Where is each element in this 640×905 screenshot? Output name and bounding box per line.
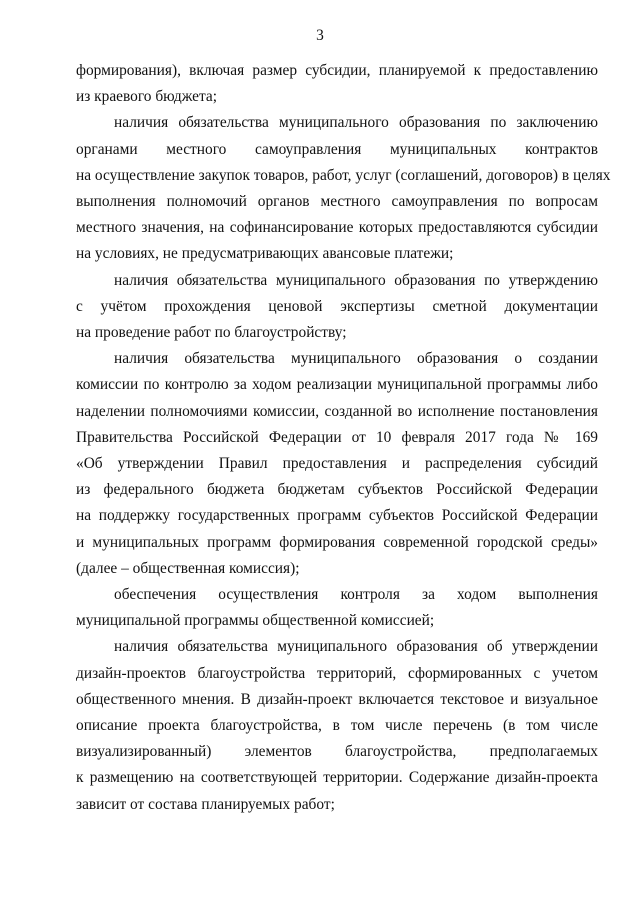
text-line: местного значения, на софинансирование которых предоставляются субсидии xyxy=(76,219,598,237)
text-line: на осуществление закупок товаров, работ, услуг (соглашений, договоров) в целях xyxy=(76,166,611,184)
text-line: наличия обязательства муниципального образования по утверждению xyxy=(114,271,598,289)
text-line: к размещению на соответствующей территории. Содержание дизайн-проекта xyxy=(76,769,598,787)
text-line: наличия обязательства муниципального образования об утверждении xyxy=(114,638,598,656)
text-line: «Об утверждении Правил предоставления и распределения субсидий xyxy=(76,455,598,473)
text-line: (далее – общественная комиссия); xyxy=(76,559,300,577)
paragraph xyxy=(76,634,598,817)
text-line: выполнения полномочий органов местного самоуправления по вопросам xyxy=(76,193,598,211)
text-line: зависит от состава планируемых работ; xyxy=(76,795,335,813)
text-line: из федерального бюджета бюджетам субъектов Российской Федерации xyxy=(76,481,598,499)
text-line: с учётом прохождения ценовой экспертизы сметной документации xyxy=(76,297,598,315)
text-line: Правительства Российской Федерации от 10 февраля 2017 года № 169 xyxy=(76,428,598,446)
text-line: наделении полномочиями комиссии, созданной во исполнение постановления xyxy=(76,402,598,420)
text-line: органами местного самоуправления муниципальных контрактов xyxy=(76,140,598,158)
text-line: комиссии по контролю за ходом реализации муниципальной программы либо xyxy=(76,376,598,394)
text-line: дизайн-проектов благоустройства территорий, сформированных с учетом xyxy=(76,664,598,682)
text-line: на условиях, не предусматривающих авансовые платежи; xyxy=(76,245,454,263)
paragraph xyxy=(76,346,598,582)
text-line: и муниципальных программ формирования современной городской среды» xyxy=(76,533,598,551)
text-line: муниципальной программы общественной комиссией; xyxy=(76,612,435,630)
text-line: из краевого бюджета; xyxy=(76,88,217,106)
paragraph xyxy=(76,582,598,634)
text-line: наличия обязательства муниципального образования по заключению xyxy=(114,114,598,132)
text-line: общественного мнения. В дизайн-проект включается текстовое и визуальное xyxy=(76,690,598,708)
text-line: на поддержку государственных программ субъектов Российской Федерации xyxy=(76,507,598,525)
text-line: визуализированный) элементов благоустройства, предполагаемых xyxy=(76,743,598,761)
paragraph xyxy=(76,268,598,347)
text-line: описание проекта благоустройства, в том числе перечень (в том числе xyxy=(76,717,598,735)
document-body xyxy=(76,58,611,818)
paragraph xyxy=(76,110,611,267)
text-line: наличия обязательства муниципального образования о создании xyxy=(114,350,598,368)
text-line: на проведение работ по благоустройству; xyxy=(76,324,347,342)
paragraph xyxy=(76,58,598,110)
page-number: 3 xyxy=(316,27,324,44)
text-line: обеспечения осуществления контроля за ходом выполнения xyxy=(114,586,598,604)
text-line: формирования), включая размер субсидии, планируемой к предоставлению xyxy=(76,62,598,79)
